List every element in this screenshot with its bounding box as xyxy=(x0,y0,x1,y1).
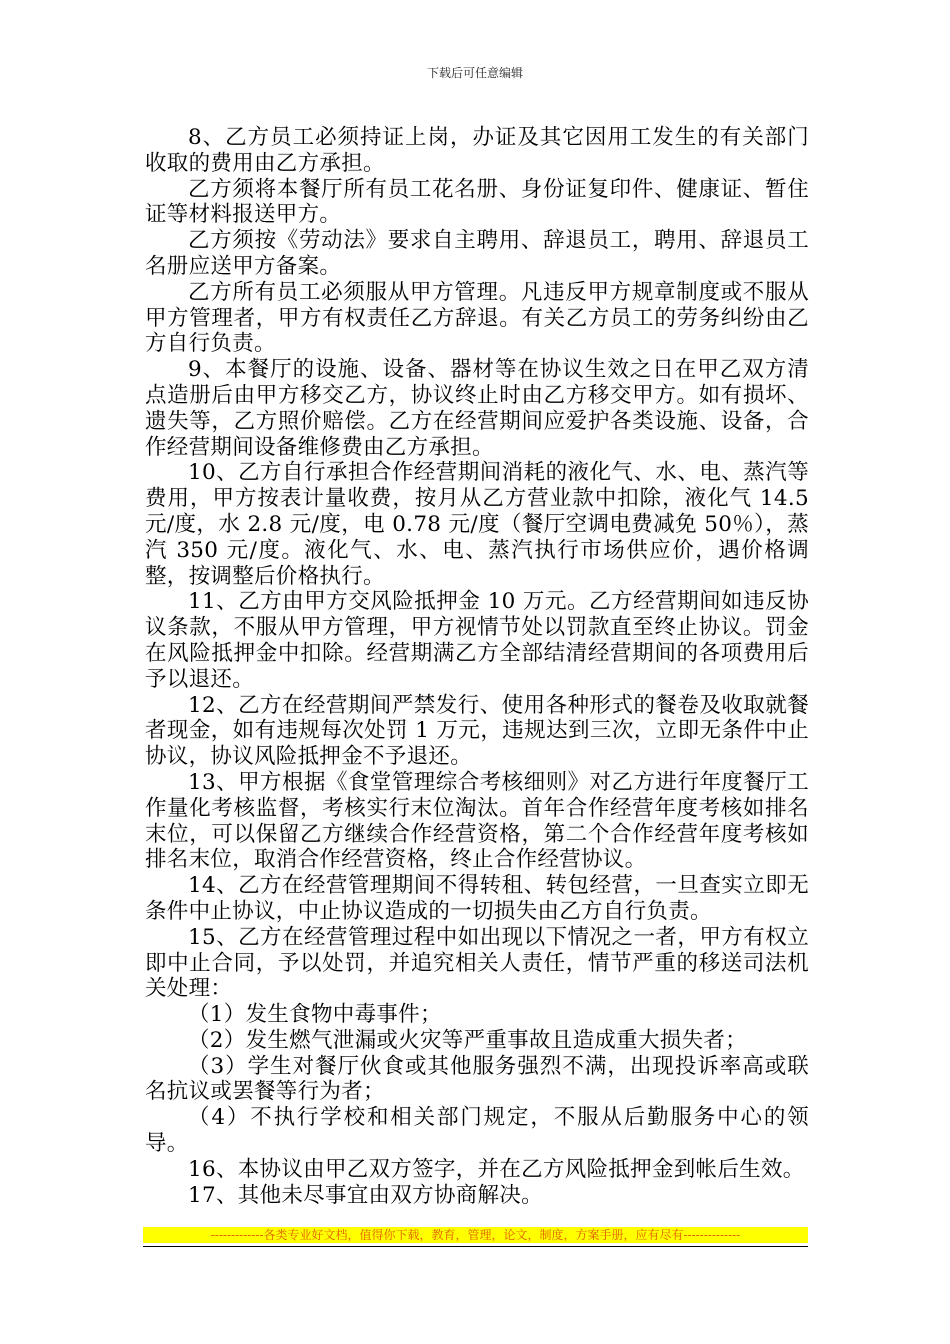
page-header: 下载后可任意编辑 xyxy=(426,66,523,80)
clause-17: 17、其他未尽事宜由双方协商解决。 xyxy=(188,1182,543,1208)
clause-8-management: 乙方所有员工必须服从甲方管理。凡违反甲方规章制度或不服从甲方管理者，甲方有权责任乙方辞退。有关乙方员工的劳务纠纷由乙方自行负责。 xyxy=(145,279,809,357)
clause-15-item-4: （4）不执行学校和相关部门规定，不服从后勤服务中心的领导。 xyxy=(145,1105,809,1157)
footer-banner: -------------各类专业好文档，值得你下载，教育，管理，论文，制度，方案手册，应有尽有-------------- xyxy=(143,1227,808,1243)
clause-8-roster: 乙方须将本餐厅所有员工花名册、身份证复印件、健康证、暂住证等材料报送甲方。 xyxy=(145,176,809,228)
clause-8: 8、乙方员工必须持证上岗，办证及其它因用工发生的有关部门收取的费用由乙方承担。 xyxy=(145,125,809,176)
footer-divider xyxy=(143,1246,808,1247)
clause-8-labor-law: 乙方须按《劳动法》要求自主聘用、辞退员工，聘用、辞退员工名册应送甲方备案。 xyxy=(145,228,809,279)
document-body xyxy=(145,125,809,1208)
clause-11: 11、乙方由甲方交风险抵押金 10 万元。乙方经营期间如违反协议条款，不服从甲方管理，甲方视情节处以罚款直至终止协议。罚金在风险抵押金中扣除。经营期满乙方全部结清经营期间的各项费用后予以退还。 xyxy=(145,589,809,692)
clause-10: 10、乙方自行承担合作经营期间消耗的液化气、水、电、蒸汽等费用，甲方按表计量收费，按月从乙方营业款中扣除，液化气 14.5 元/度，水 2.8 元/度，电 0.78 元/度（餐厅空调电费减免 50％），蒸汽 350 元/度。液化气、水、电、蒸汽执行市场供应价，遇价格调整，按调整后价格执行。 xyxy=(145,460,809,589)
clause-9: 9、本餐厅的设施、设备、器材等在协议生效之日在甲乙双方清点造册后由甲方移交乙方，协议终止时由乙方移交甲方。如有损坏、遗失等，乙方照价赔偿。乙方在经营期间应爱护各类设施、设备，合作经营期间设备维修费由乙方承担。 xyxy=(145,357,809,460)
clause-15-item-1: （1）发生食物中毒事件； xyxy=(188,1002,442,1028)
clause-12: 12、乙方在经营期间严禁发行、使用各种形式的餐卷及收取就餐者现金，如有违规每次处罚 1 万元，违规达到三次，立即无条件中止协议，协议风险抵押金不予退还。 xyxy=(145,692,809,770)
clause-13: 13、甲方根据《食堂管理综合考核细则》对乙方进行年度餐厅工作量化考核监督，考核实行末位淘汰。首年合作经营年度考核如排名末位，可以保留乙方继续合作经营资格，第二个合作经营年度考核如排名末位，取消合作经营资格，终止合作经营协议。 xyxy=(145,769,809,873)
clause-15-item-3: （3）学生对餐厅伙食或其他服务强烈不满，出现投诉率高或联名抗议或罢餐等行为者； xyxy=(145,1053,809,1105)
clause-15-item-2: （2）发生燃气泄漏或火灾等严重事故且造成重大损失者； xyxy=(188,1027,747,1053)
clause-15: 15、乙方在经营管理过程中如出现以下情况之一者，甲方有权立即中止合同，予以处罚，并追究相关人责任，情节严重的移送司法机关处理： xyxy=(145,924,809,1002)
clause-14: 14、乙方在经营管理期间不得转租、转包经营，一旦查实立即无条件中止协议，中止协议造成的一切损失由乙方自行负责。 xyxy=(145,873,809,924)
clause-16: 16、本协议由甲乙双方签字，并在乙方风险抵押金到帐后生效。 xyxy=(188,1156,805,1182)
